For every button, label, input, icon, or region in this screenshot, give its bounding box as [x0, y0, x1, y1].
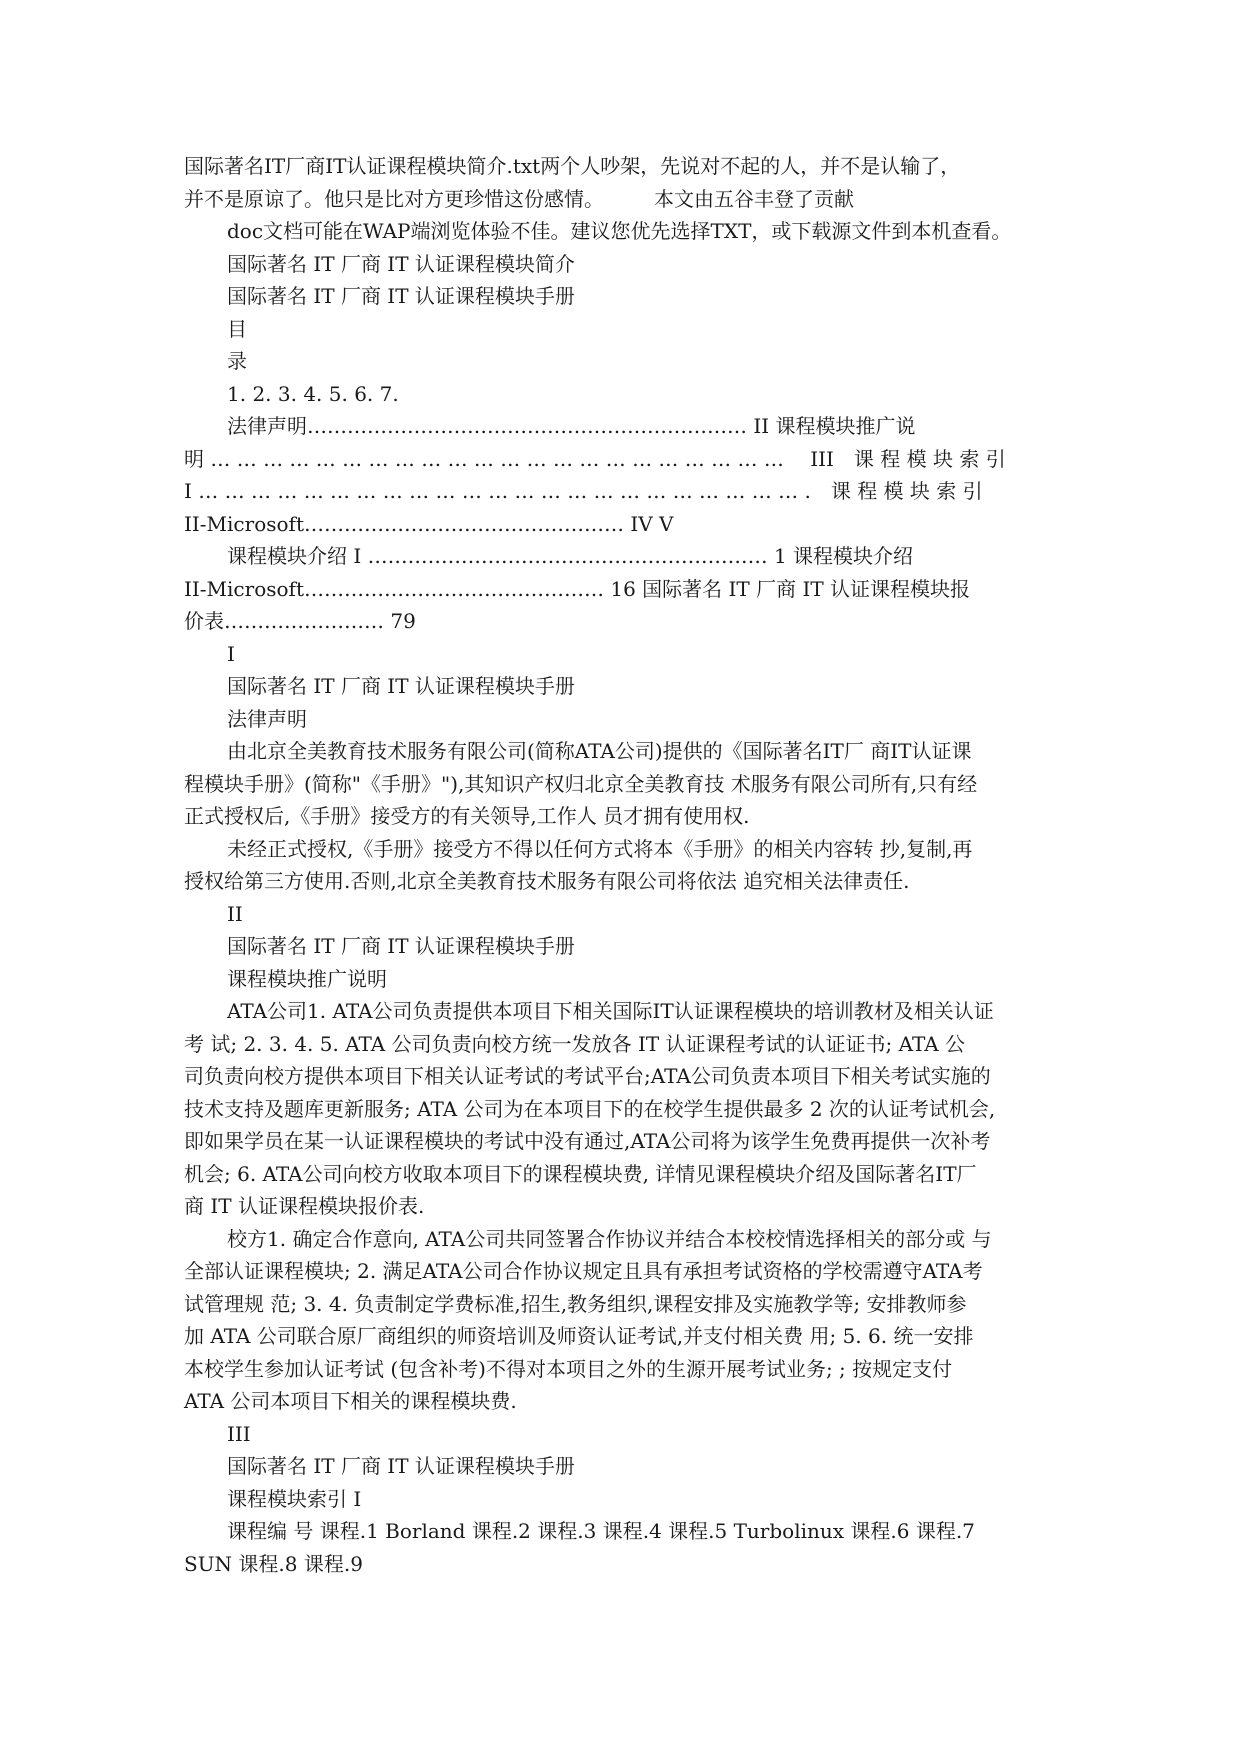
- text-line: 未经正式授权,《手册》接受方不得以任何方式将本《手册》的相关内容转 抄,复制,再: [227, 836, 973, 861]
- text-line: III: [227, 1421, 251, 1446]
- text-line: 全部认证课程模块; 2. 满足ATA公司合作协议规定且具有承担考试资格的学校需遵守ATA考: [184, 1259, 983, 1283]
- text-line: II-Microsoft………………………………………… IV V: [184, 511, 674, 536]
- text-line: 价表…………………… 79: [184, 609, 416, 633]
- text-line: I: [227, 641, 235, 666]
- text-line: 本校学生参加认证考试 (包含补考)不得对本项目之外的生源开展考试业务; ; 按规定支付: [184, 1356, 953, 1381]
- text-line: 国际著名 IT 厂商 IT 认证课程模块简介: [227, 251, 575, 276]
- text-line: 授权给第三方使用.否则,北京全美教育技术服务有限公司将依法 追究相关法律责任.: [184, 869, 910, 893]
- text-line: 程模块手册》(简称"《手册》"),其知识产权归北京全美教育技 术服务有限公司所有,只有经: [184, 771, 978, 796]
- text-line: 正式授权后,《手册》接受方的有关领导,工作人 员才拥有使用权.: [184, 804, 750, 828]
- text-line: 技术支持及题库更新服务; ATA 公司为在本项目下的在校学生提供最多 2 次的认证考试机会,: [184, 1096, 996, 1121]
- text-line: 课程编 号 课程.1 Borland 课程.2 课程.3 课程.4 课程.5 Turbolinux 课程.6 课程.7: [227, 1519, 975, 1543]
- text-line: 机会; 6. ATA公司向校方收取本项目下的课程模块费, 详情见课程模块介绍及国际著名IT厂: [184, 1161, 977, 1186]
- text-line: 由北京全美教育技术服务有限公司(简称ATA公司)提供的《国际著名IT厂 商IT认证课: [227, 739, 972, 763]
- text-line: 课程模块介绍 I …………………………………………………… 1 课程模块介绍: [227, 544, 914, 568]
- text-line: 司负责向校方提供本项目下相关认证考试的考试平台;ATA公司负责本项目下相关考试实施的: [184, 1064, 991, 1088]
- text-line: 考 试; 2. 3. 4. 5. ATA 公司负责向校方统一发放各 IT 认证课程考试的认证证书; ATA 公: [184, 1031, 966, 1056]
- text-line: 校方1. 确定合作意向, ATA公司共同签署合作协议并结合本校校情选择相关的部分或 与: [227, 1226, 992, 1251]
- text-line: 法律声明………………………………………………………… II 课程模块推广说: [227, 414, 916, 438]
- text-line: 加 ATA 公司联合原厂商组织的师资培训及师资认证考试,并支付相关费 用; 5. 6. 统一安排: [184, 1324, 974, 1348]
- text-line: 目: [227, 316, 247, 341]
- text-line: SUN 课程.8 课程.9: [184, 1551, 363, 1576]
- text-line: 录: [227, 349, 247, 373]
- text-line: doc文档可能在WAP端浏览体验不佳。建议您优先选择TXT，或下载源文件到本机查看。: [227, 219, 1012, 243]
- text-line: 明 … … … … … … … … … … … … … … … … … … … … … … III 课 程 模 块 索 引: [184, 446, 1006, 471]
- text-line: ATA 公司本项目下相关的课程模块费.: [184, 1389, 517, 1413]
- text-line: 国际著名IT厂商IT认证课程模块简介.txt两个人吵架，先说对不起的人，并不是认输了，: [184, 154, 961, 178]
- document-page: [184, 150, 1060, 1580]
- text-line: II-Microsoft……………………………………… 16 国际著名 IT 厂商 IT 认证课程模块报: [184, 576, 971, 601]
- text-line: 并不是原谅了。他只是比对方更珍惜这份感情。 本文由五谷丰登了贡献: [184, 186, 854, 211]
- text-line: 1. 2. 3. 4. 5. 6. 7.: [227, 381, 399, 406]
- text-line: 法律声明: [227, 706, 307, 731]
- text-line: 试管理规 范; 3. 4. 负责制定学费标准,招生,教务组织,课程安排及实施教学等; 安排教师参: [184, 1291, 967, 1316]
- text-line: 课程模块推广说明: [227, 966, 387, 991]
- text-line: II: [227, 901, 243, 926]
- text-line: 国际著名 IT 厂商 IT 认证课程模块手册: [227, 1454, 575, 1478]
- text-line: 课程模块索引 I: [227, 1486, 362, 1511]
- text-line: I … … … … … … … … … … … … … … … … … … … … … … … . 课 程 模 块 索 引: [184, 479, 983, 503]
- text-line: 国际著名 IT 厂商 IT 认证课程模块手册: [227, 674, 575, 698]
- text-line: 国际著名 IT 厂商 IT 认证课程模块手册: [227, 934, 575, 958]
- text-line: 国际著名 IT 厂商 IT 认证课程模块手册: [227, 284, 575, 308]
- text-line: 商 IT 认证课程模块报价表.: [184, 1194, 425, 1218]
- text-line: ATA公司1. ATA公司负责提供本项目下相关国际IT认证课程模块的培训教材及相关认证: [227, 999, 994, 1023]
- text-line: 即如果学员在某一认证课程模块的考试中没有通过,ATA公司将为该学生免费再提供一次补考: [184, 1129, 991, 1153]
